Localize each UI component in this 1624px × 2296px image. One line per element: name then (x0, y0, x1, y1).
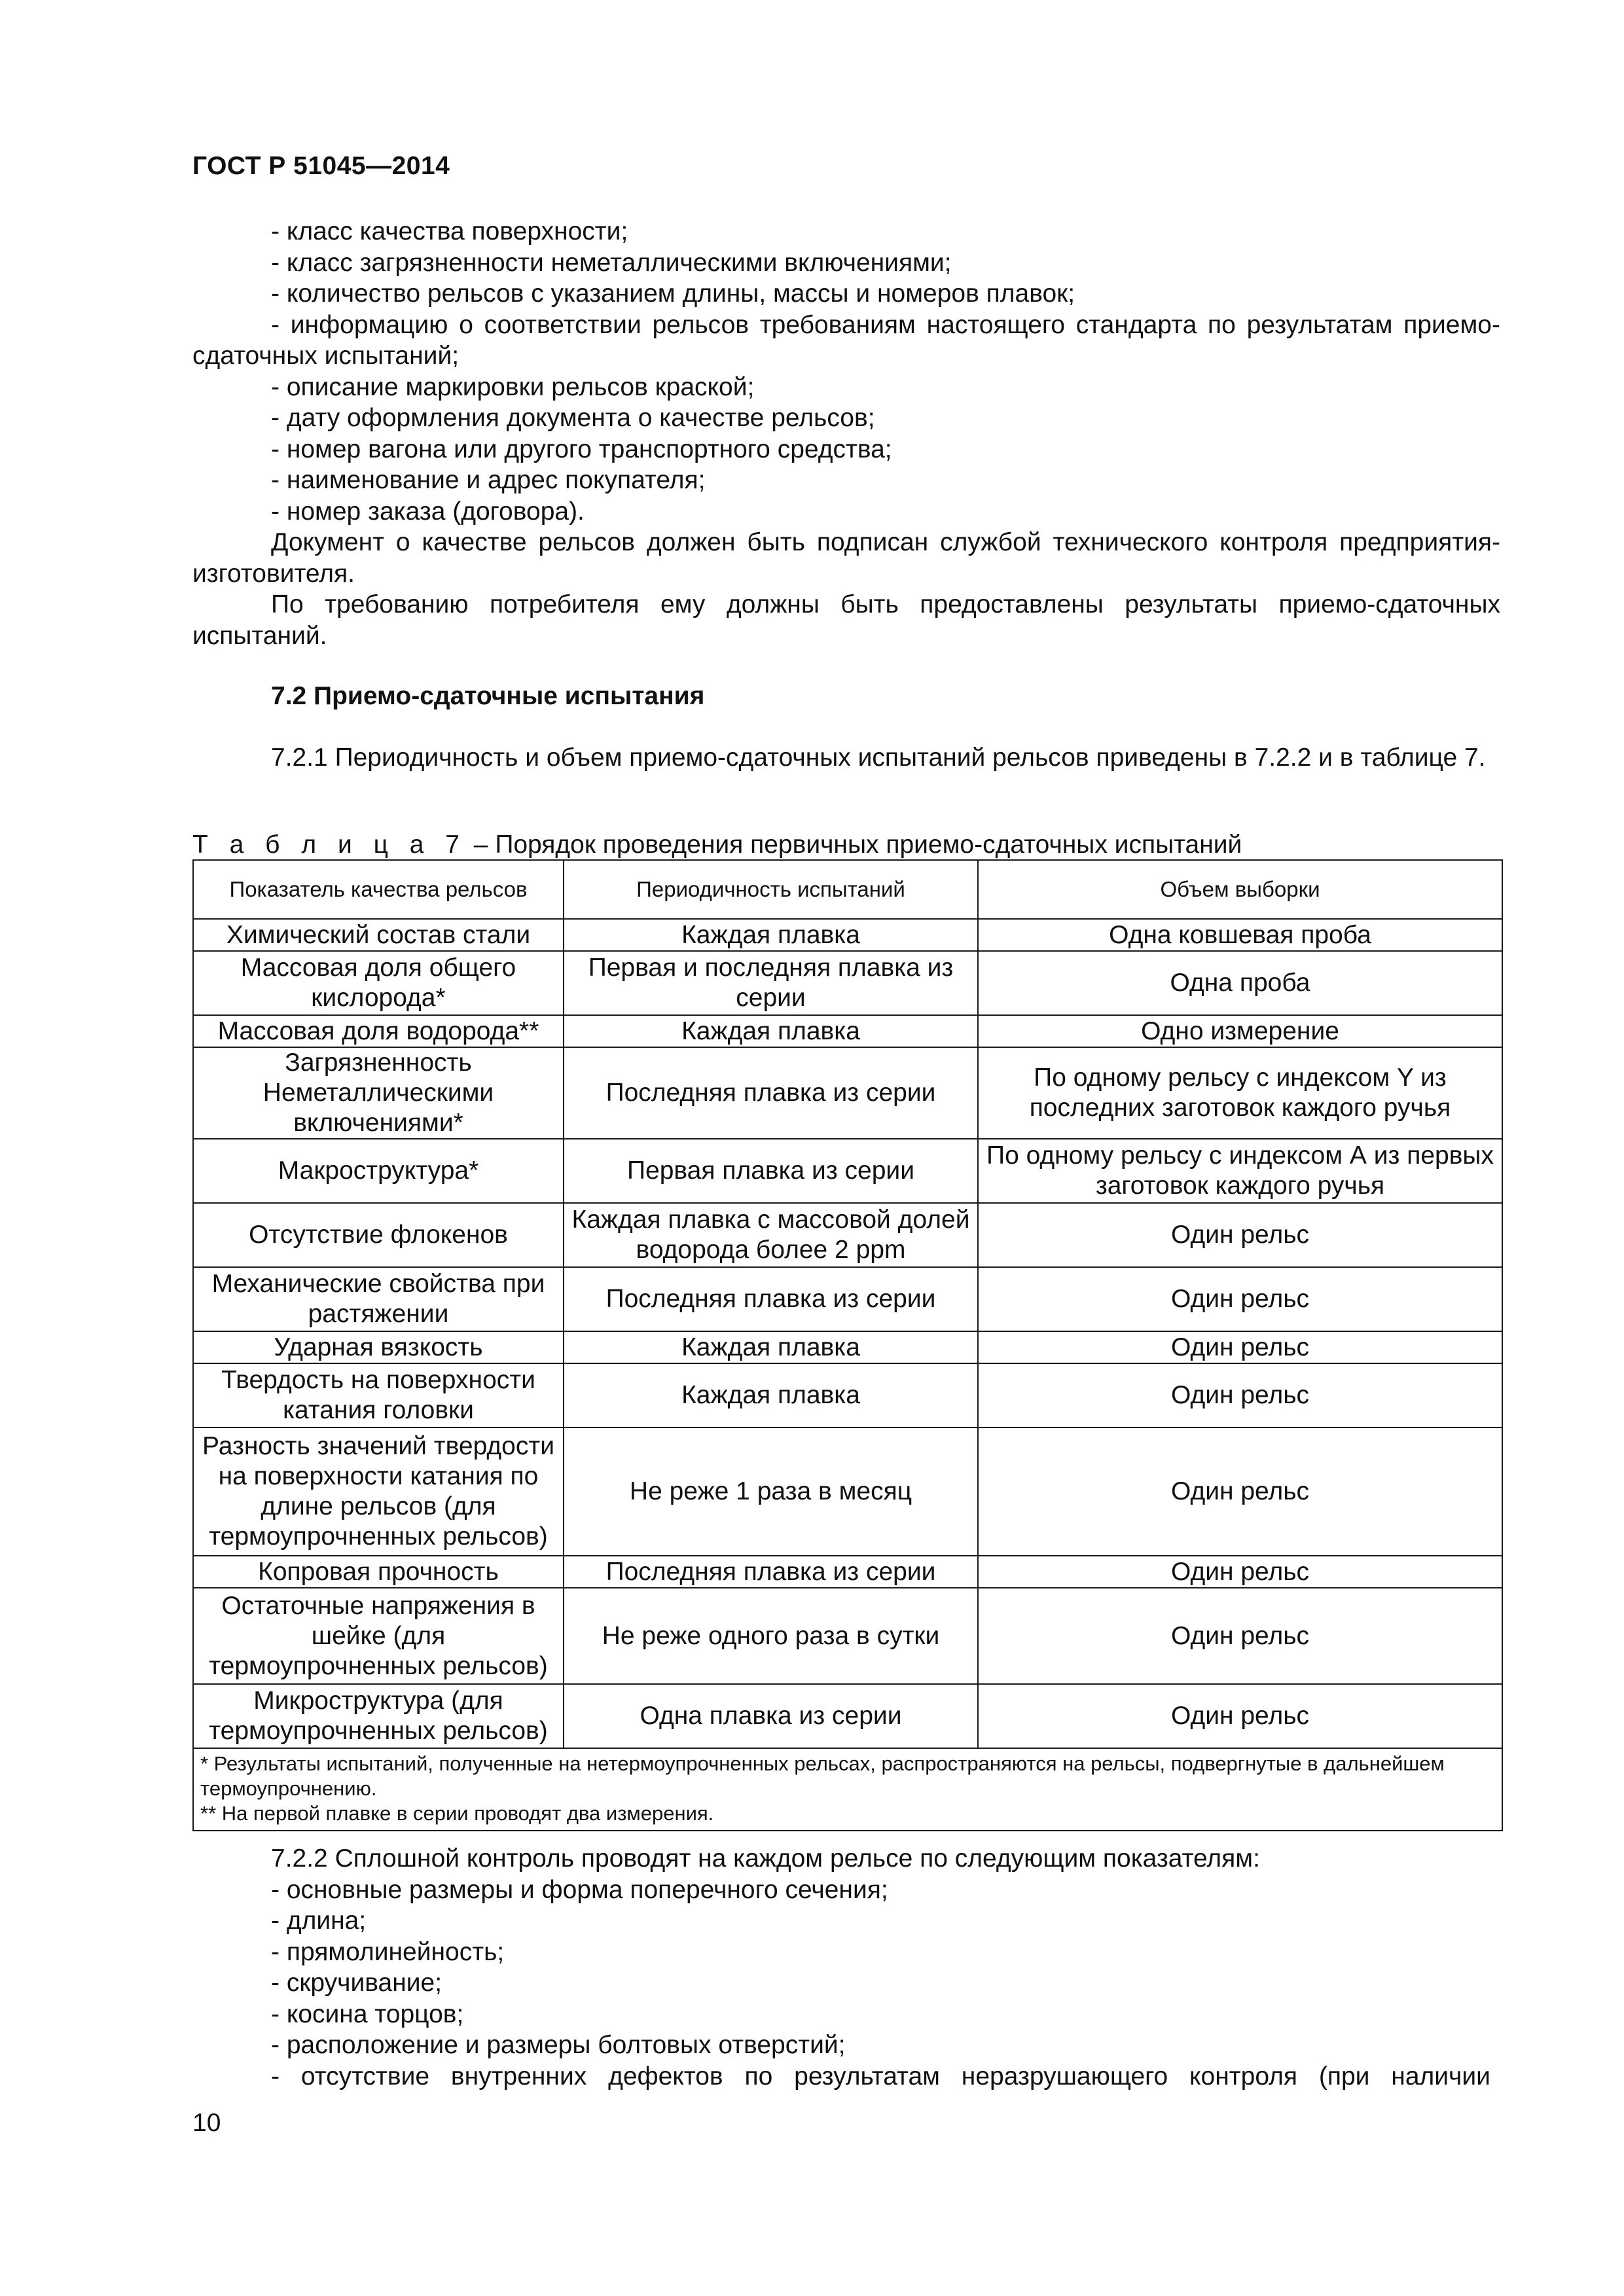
document-header: ГОСТ Р 51045—2014 (192, 152, 450, 180)
table-cell: Каждая плавка (564, 1331, 978, 1363)
table-cell: Отсутствие флокенов (193, 1203, 564, 1267)
table-row (193, 1427, 1502, 1556)
requirements-list (192, 216, 1500, 527)
table-cell: Остаточные напряжения в шейке (для термоупрочненных рельсов) (193, 1588, 564, 1684)
table-note: * Результаты испытаний, полученные на нетермоупрочненных рельсах, распространяются на рельсы, подвергнутые в дальнейшем термоупрочнению. (200, 1752, 1445, 1800)
table-7 (192, 859, 1503, 1831)
table-cell: Не реже одного раза в сутки (564, 1588, 978, 1684)
table-cell: По одному рельсу с индексом А из первых заготовок каждого ручья (978, 1139, 1502, 1203)
table-caption (192, 830, 1242, 860)
list-item: - класс качества поверхности; (271, 217, 628, 245)
list-item: - номер заказа (договора). (271, 497, 585, 526)
table-cell: Ударная вязкость (193, 1331, 564, 1363)
table-row (193, 1588, 1502, 1684)
list-item: - отсутствие внутренних дефектов по результатам неразрушающего контроля (при наличии (271, 2062, 1490, 2090)
table-cell: По одному рельсу с индексом Y из последних заготовок каждого ручья (978, 1047, 1502, 1139)
table-cell: Последняя плавка из серии (564, 1047, 978, 1139)
column-header: Показатель качества рельсов (193, 860, 564, 919)
paragraph-7-2-1: 7.2.1 Периодичность и объем приемо-сдаточных испытаний рельсов приведены в 7.2.2 и в таблице 7. (271, 744, 1486, 772)
table-cell: Один рельс (978, 1331, 1502, 1363)
table-row (193, 1139, 1502, 1203)
table-cell: Каждая плавка (564, 919, 978, 951)
bottom-text-block (192, 1843, 1500, 2092)
paragraph-signature: Документ о качестве рельсов должен быть подписан службой технического контроля предприятия-изготовителя. (192, 528, 1500, 588)
table-row (193, 1363, 1502, 1427)
table-cell: Каждая плавка с массовой долей водорода более 2 ppm (564, 1203, 978, 1267)
table-row (193, 1015, 1502, 1047)
table-cell: Твердость на поверхности катания головки (193, 1363, 564, 1427)
paragraph-request: По требованию потребителя ему должны быть предоставлены результаты приемо-сдаточных испытаний. (192, 590, 1500, 650)
table-cell: Копровая прочность (193, 1556, 564, 1588)
table-cell: Один рельс (978, 1267, 1502, 1331)
table-row (193, 1556, 1502, 1588)
control-list (192, 1874, 1500, 2092)
table-cell: Последняя плавка из серии (564, 1267, 978, 1331)
page-number: 10 (192, 2109, 221, 2137)
table-notes (193, 1748, 1502, 1831)
list-item: - основные размеры и форма поперечного сечения; (271, 1875, 888, 1904)
table-caption-label: Т а б л и ц а 7 (192, 831, 467, 859)
table-row (193, 1267, 1502, 1331)
table-row (193, 951, 1502, 1015)
list-item: - наименование и адрес покупателя; (271, 466, 706, 494)
list-item: - длина; (271, 1907, 367, 1935)
list-item: - количество рельсов с указанием длины, массы и номеров плавок; (271, 279, 1075, 308)
table-cell: Один рельс (978, 1588, 1502, 1684)
table-cell: Каждая плавка (564, 1363, 978, 1427)
table-cell: Один рельс (978, 1556, 1502, 1588)
list-item: - косина торцов; (271, 2000, 464, 2028)
list-item: - класс загрязненности неметаллическими включениями; (271, 248, 952, 277)
table-row (193, 1684, 1502, 1748)
table-row (193, 1047, 1502, 1139)
list-item: - номер вагона или другого транспортного средства; (271, 435, 892, 463)
table-notes-row (193, 1748, 1502, 1831)
section-title: 7.2 Приемо-сдаточные испытания (271, 682, 705, 710)
paragraph-7-2-1-block (192, 742, 1500, 774)
table-cell: Один рельс (978, 1363, 1502, 1427)
table-cell: Последняя плавка из серии (564, 1556, 978, 1588)
table-cell: Массовая доля водорода** (193, 1015, 564, 1047)
table-cell: Одно измерение (978, 1015, 1502, 1047)
table-cell: Первая и последняя плавка из серии (564, 951, 978, 1015)
table-header-row (193, 860, 1502, 919)
table-row (193, 919, 1502, 951)
table-cell: Микроструктура (для термоупрочненных рельсов) (193, 1684, 564, 1748)
list-item: - прямолинейность; (271, 1937, 505, 1966)
table-cell: Механические свойства при растяжении (193, 1267, 564, 1331)
top-text-block (192, 216, 1500, 651)
table-cell: Одна ковшевая проба (978, 919, 1502, 951)
paragraph-7-2-2: 7.2.2 Сплошной контроль проводят на каждом рельсе по следующим показателям: (271, 1844, 1260, 1873)
table-cell: Одна проба (978, 951, 1502, 1015)
table-cell: Загрязненность Неметаллическими включениями* (193, 1047, 564, 1139)
table-note: ** На первой плавке в серии проводят два измерения. (200, 1802, 714, 1825)
list-item: - дату оформления документа о качестве рельсов; (271, 404, 875, 432)
table-cell: Каждая плавка (564, 1015, 978, 1047)
table-cell: Химический состав стали (193, 919, 564, 951)
table-cell: Один рельс (978, 1427, 1502, 1556)
list-item: - скручивание; (271, 1969, 442, 1997)
column-header: Объем выборки (978, 860, 1502, 919)
table-row (193, 1203, 1502, 1267)
column-header: Периодичность испытаний (564, 860, 978, 919)
table-cell: Разность значений твердости на поверхности катания по длине рельсов (для термоупрочненных рельсов) (193, 1427, 564, 1556)
table-cell: Один рельс (978, 1203, 1502, 1267)
list-item: - описание маркировки рельсов краской; (271, 372, 755, 401)
table-cell: Одна плавка из серии (564, 1684, 978, 1748)
table-caption-text: – Порядок проведения первичных приемо-сдаточных испытаний (466, 831, 1242, 859)
table-cell: Один рельс (978, 1684, 1502, 1748)
table-cell: Массовая доля общего кислорода* (193, 951, 564, 1015)
table-cell: Не реже 1 раза в месяц (564, 1427, 978, 1556)
table-cell: Макроструктура* (193, 1139, 564, 1203)
list-item: - расположение и размеры болтовых отверстий; (271, 2031, 846, 2059)
table-row (193, 1331, 1502, 1363)
table-cell: Первая плавка из серии (564, 1139, 978, 1203)
list-item: - информацию о соответствии рельсов требованиям настоящего стандарта по результатам приемо-сдаточных испытаний; (192, 310, 1500, 370)
